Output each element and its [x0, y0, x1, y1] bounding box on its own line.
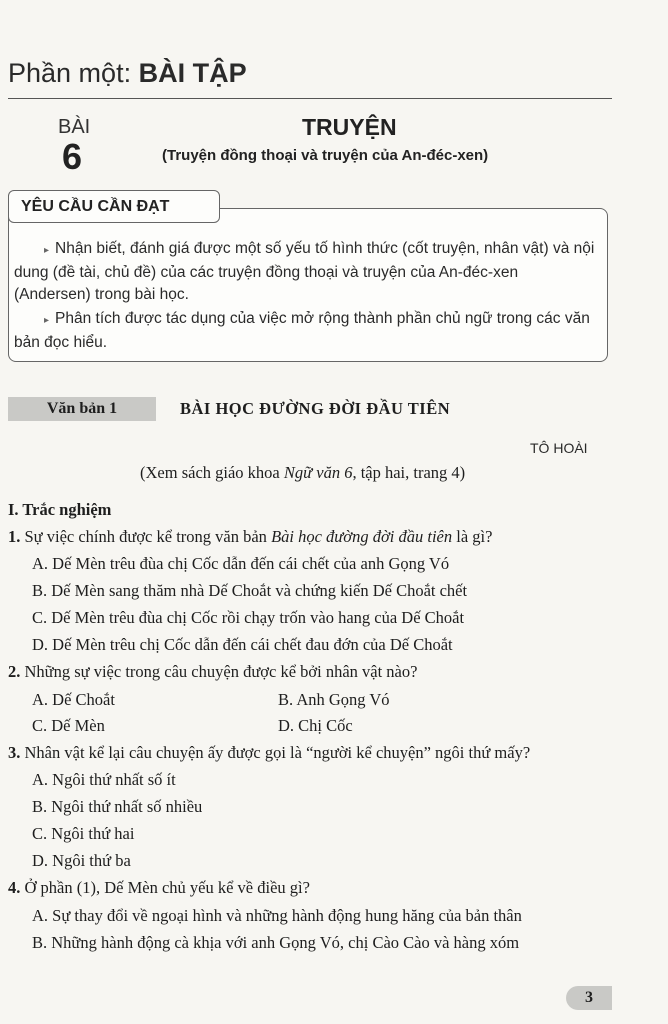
- requirement-item: ▸ Phân tích được tác dụng của việc mở rộng thành phần chủ ngữ trong các văn bản đọc hiểu.: [14, 310, 590, 351]
- answer-option: B. Anh Gọng Vó: [278, 690, 390, 709]
- answer-option: C. Dế Mèn trêu đùa chị Cốc rồi chạy trốn vào hang của Dế Choắt: [32, 608, 465, 627]
- bullet-icon: ▸: [44, 315, 50, 326]
- question: 4. Ở phần (1), Dế Mèn chủ yếu kể về điều gì?: [8, 878, 310, 897]
- answer-option: A. Dế Choắt: [32, 690, 115, 709]
- answer-option: C. Ngôi thứ hai: [32, 824, 135, 843]
- bullet-icon: ▸: [44, 245, 50, 256]
- answer-option: B. Dế Mèn sang thăm nhà Dế Choắt và chứng kiến Dế Choắt chết: [32, 581, 468, 600]
- divider: [8, 98, 612, 99]
- text-title: BÀI HỌC ĐƯỜNG ĐỜI ĐẦU TIÊN: [180, 399, 451, 418]
- part-name: BÀI TẬP: [138, 58, 247, 88]
- page-number: 3: [566, 986, 612, 1010]
- question: 2. Những sự việc trong câu chuyện được kể bởi nhân vật nào?: [8, 662, 418, 681]
- textbook-reference: (Xem sách giáo khoa Ngữ văn 6, tập hai, trang 4): [140, 463, 466, 482]
- part-prefix: Phần một:: [8, 58, 139, 88]
- answer-option: A. Sự thay đổi về ngoại hình và những hành động hung hăng của bản thân: [32, 906, 522, 925]
- requirements-heading: YÊU CẦU CẦN ĐẠT: [8, 190, 220, 223]
- lesson-label: BÀI: [58, 116, 91, 138]
- author: TÔ HOÀI: [530, 440, 588, 456]
- answer-option: A. Ngôi thứ nhất số ít: [32, 770, 176, 789]
- answer-option: D. Chị Cốc: [278, 716, 353, 735]
- section-heading: I. Trắc nghiệm: [8, 500, 112, 519]
- part-title: [8, 58, 247, 89]
- answer-option: B. Ngôi thứ nhất số nhiều: [32, 797, 203, 816]
- question: 1. Sự việc chính được kể trong văn bản Bài học đường đời đầu tiên là gì?: [8, 527, 493, 546]
- answer-option: B. Những hành động cà khịa với anh Gọng Vó, chị Cào Cào và hàng xóm: [32, 933, 520, 952]
- question: 3. Nhân vật kể lại câu chuyện ấy được gọi là “người kể chuyện” ngôi thứ mấy?: [8, 743, 531, 762]
- text-tag: Văn bản 1: [8, 397, 156, 421]
- answer-option: D. Ngôi thứ ba: [32, 851, 131, 870]
- lesson-subtitle: (Truyện đồng thoại và truyện của An-đéc-xen): [162, 147, 489, 164]
- answer-option: C. Dế Mèn: [32, 716, 105, 735]
- requirement-item: ▸ Nhận biết, đánh giá được một số yếu tố hình thức (cốt truyện, nhân vật) và nội dung (đề tài, chủ đề) của các truyện đồng thoại và truyện của An-đéc-xen (Andersen) trong bài học.: [14, 240, 595, 303]
- answer-option: A. Dế Mèn trêu đùa chị Cốc dẫn đến cái chết của anh Gọng Vó: [32, 554, 450, 573]
- lesson-title: TRUYỆN: [302, 114, 397, 140]
- lesson-number: 6: [62, 136, 83, 177]
- answer-option: D. Dế Mèn trêu chị Cốc dẫn đến cái chết đau đớn của Dế Choắt: [32, 635, 453, 654]
